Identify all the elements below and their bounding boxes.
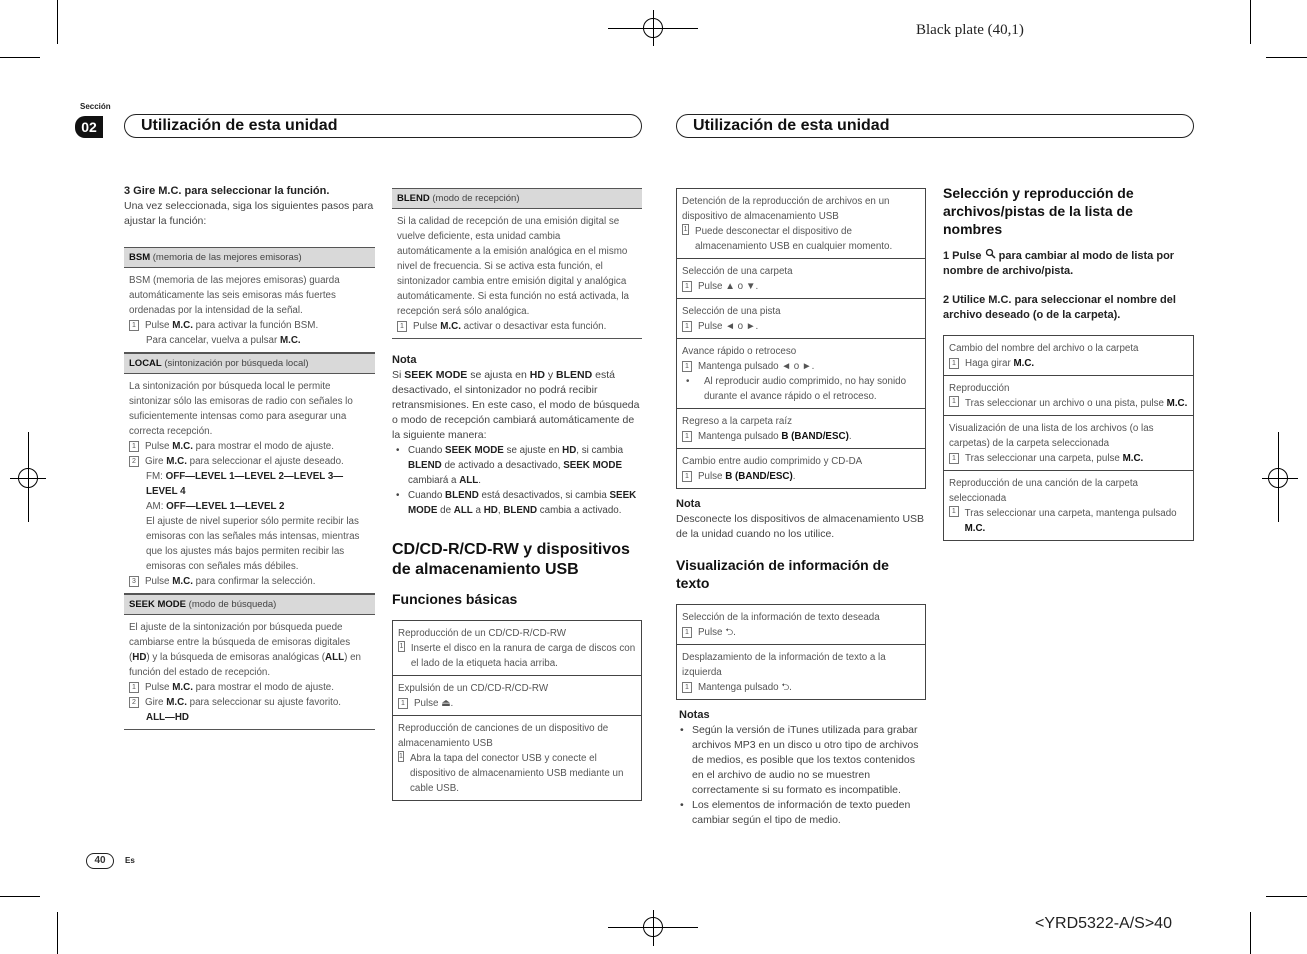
text: Gire bbox=[145, 697, 167, 708]
text: . bbox=[848, 431, 852, 442]
text: SEEK MODE bbox=[445, 445, 504, 456]
table-row bbox=[677, 259, 925, 299]
subsection-heading: Visualización de información de texto bbox=[676, 557, 889, 591]
bsm-heading bbox=[124, 247, 375, 267]
step-number: 1 bbox=[683, 226, 688, 233]
column-4 bbox=[943, 184, 1194, 541]
row-step bbox=[398, 696, 636, 711]
row-step bbox=[682, 625, 920, 640]
registration-mark bbox=[1268, 468, 1288, 488]
bsm-step-1-cancel bbox=[129, 333, 370, 348]
text: de bbox=[437, 505, 454, 516]
row-title: Reproducción bbox=[949, 383, 1010, 394]
text: M.C. bbox=[172, 576, 193, 587]
blend-heading bbox=[392, 188, 642, 208]
crop-mark bbox=[0, 57, 40, 58]
local-text: La sintonización por búsqueda local le permite sintonizar sólo las emisoras de radio con señales lo suficientemente intensas como para asegurar una correcta recepción. bbox=[129, 381, 353, 437]
bsm-heading-bold: BSM bbox=[129, 252, 151, 263]
text: Pulse bbox=[145, 441, 173, 452]
row-title: Expulsión de un CD/CD-R/CD-RW bbox=[398, 683, 549, 694]
text: Tras seleccionar un archivo o una pista, pulse bbox=[965, 398, 1167, 409]
text: M.C. bbox=[166, 456, 187, 467]
text: SEEK MODE bbox=[404, 369, 468, 381]
step-number: 1 bbox=[682, 627, 692, 638]
row-title: Detención de la reproducción de archivos en un dispositivo de almacenamiento USB bbox=[682, 196, 890, 222]
text: B (BAND/ESC) bbox=[725, 471, 793, 482]
text: se ajuste en bbox=[503, 445, 563, 456]
text: SEEK MODE bbox=[563, 460, 622, 471]
subsection-heading: Selección y reproducción de archivos/pistas de la lista de nombres bbox=[943, 185, 1134, 237]
seek-block bbox=[124, 614, 375, 730]
seek-step-2 bbox=[129, 695, 370, 710]
bsm-block bbox=[124, 267, 375, 353]
footer-id: <YRD5322-A/S>40 bbox=[1035, 915, 1172, 932]
text: Pulse ▲ o ▼. bbox=[698, 281, 759, 292]
row-title: Regreso a la carpeta raíz bbox=[682, 416, 792, 427]
text: OFF—LEVEL 1—LEVEL 2 bbox=[166, 501, 285, 512]
table-row bbox=[944, 471, 1193, 540]
text: HD bbox=[483, 505, 498, 516]
text: Mantenga pulsado bbox=[698, 431, 782, 442]
note-bullet-1 bbox=[392, 443, 642, 488]
crop-mark bbox=[1266, 57, 1307, 58]
row-step bbox=[682, 279, 920, 294]
text: Al reproducir audio comprimido, no hay sonido durante el avance rápido o el retroceso. bbox=[704, 376, 907, 402]
row-step bbox=[949, 396, 1188, 411]
step-number: 1 bbox=[682, 682, 692, 693]
text: Mantenga pulsado ⮌. bbox=[698, 682, 792, 693]
text: M.C. bbox=[172, 441, 193, 452]
text: para seleccionar el ajuste deseado. bbox=[186, 456, 344, 467]
step-number: 1 bbox=[398, 698, 408, 709]
text: Tras seleccionar una carpeta, pulse bbox=[965, 453, 1123, 464]
text: OFF—LEVEL 1—LEVEL 2—LEVEL 3—LEVEL 4 bbox=[146, 471, 344, 497]
text-info-table bbox=[676, 604, 926, 700]
local-block bbox=[124, 373, 375, 594]
table-row bbox=[944, 416, 1193, 471]
text: Cuando bbox=[408, 445, 446, 456]
local-step-1 bbox=[129, 439, 370, 454]
crop-mark bbox=[57, 912, 58, 954]
text: ALL bbox=[459, 475, 479, 486]
local-step-3 bbox=[129, 574, 370, 589]
page-number: 40 bbox=[86, 853, 114, 869]
file-list-table bbox=[943, 335, 1194, 541]
text: B (BAND/ESC) bbox=[781, 431, 849, 442]
text: Si bbox=[392, 369, 405, 381]
text: para cambiar al modo de lista por nombre de archivo/pista. bbox=[943, 249, 1175, 277]
note-bullet-1: • Según la versión de iTunes utilizada para grabar archivos MP3 en un disco u otro tipo de archivos de medios, es posible que los textos contenidos en el archivo de audio no se muestren correctamente si su formato es incompatible. bbox=[676, 723, 926, 798]
note-bullet-2: • Los elementos de información de texto pueden cambiar según el tipo de medio. bbox=[676, 798, 926, 828]
row-step bbox=[949, 506, 1188, 536]
blend-step-1 bbox=[397, 319, 637, 334]
row-title: Avance rápido o retroceso bbox=[682, 346, 797, 357]
crop-mark bbox=[1250, 912, 1251, 954]
row-step bbox=[682, 224, 920, 254]
text: Puede desconectar el dispositivo de almacenamiento USB en cualquier momento. bbox=[695, 226, 893, 252]
text: M.C. bbox=[172, 320, 193, 331]
row-title: Selección de una pista bbox=[682, 306, 781, 317]
language-code: Es bbox=[125, 856, 135, 865]
step-2: 2 Utilice M.C. para seleccionar el nombre del archivo deseado (o de la carpeta). bbox=[943, 294, 1176, 321]
blend-heading-bold: BLEND bbox=[397, 193, 430, 204]
text: M.C. bbox=[1013, 358, 1035, 369]
text: El ajuste de la sintonización por búsqueda puede cambiarse entre la búsqueda de emisoras digitales ( bbox=[129, 622, 351, 663]
search-icon bbox=[985, 248, 996, 264]
table-row bbox=[393, 621, 641, 676]
subsection-heading: Funciones básicas bbox=[392, 591, 518, 607]
table-row bbox=[677, 605, 925, 645]
text: ALL bbox=[453, 505, 473, 516]
table-row bbox=[677, 299, 925, 339]
row-step bbox=[949, 451, 1188, 466]
text: HD bbox=[562, 445, 577, 456]
section-label: Sección bbox=[80, 102, 111, 111]
text: M.C. bbox=[279, 335, 301, 346]
registration-mark bbox=[643, 18, 663, 38]
column-1 bbox=[124, 184, 375, 730]
blend-block bbox=[392, 208, 642, 339]
table-row bbox=[677, 339, 925, 409]
text: ) en función del estado de recepción. bbox=[129, 652, 361, 678]
table-row bbox=[677, 645, 925, 699]
table-row bbox=[677, 189, 925, 259]
step-text: Una vez seleccionada, siga los siguientes pasos para ajustar la función: bbox=[124, 200, 374, 227]
step-number: 1 bbox=[682, 321, 692, 332]
step-title: 3 Gire M.C. para seleccionar la función. bbox=[124, 185, 330, 197]
text: Pulse ⮌. bbox=[698, 627, 736, 638]
text: Pulse bbox=[145, 682, 173, 693]
seek-heading bbox=[124, 594, 375, 614]
text: . bbox=[478, 475, 481, 486]
text: BLEND bbox=[556, 369, 593, 381]
row-step bbox=[682, 429, 920, 444]
text: de activado a desactivado, bbox=[441, 460, 564, 471]
fm-levels bbox=[129, 469, 370, 499]
step-number: 1 bbox=[399, 753, 403, 760]
text: Abra la tapa del conector USB y conecte el dispositivo de almacenamiento USB mediante un cable USB. bbox=[409, 753, 624, 794]
bsm-step-1 bbox=[129, 318, 370, 333]
text: BLEND bbox=[503, 505, 538, 516]
row-step bbox=[398, 751, 636, 796]
blend-heading-rest: (modo de recepción) bbox=[429, 193, 520, 204]
row-title: Visualización de una lista de los archivos (o las carpetas) de la carpeta seleccionada bbox=[949, 423, 1154, 449]
text: Pulse bbox=[145, 576, 173, 587]
step-number: 1 bbox=[397, 321, 407, 332]
step-number: 1 bbox=[129, 320, 139, 331]
text: Haga girar bbox=[965, 358, 1014, 369]
row-title: Cambio entre audio comprimido y CD-DA bbox=[682, 456, 863, 467]
table-row bbox=[677, 409, 925, 449]
section-heading: CD/CD-R/CD-RW y dispositivos de almacenamiento USB bbox=[392, 541, 630, 578]
step-number: 2 bbox=[129, 697, 139, 708]
table-row bbox=[393, 716, 641, 800]
text: a bbox=[472, 505, 484, 516]
text: . bbox=[792, 471, 796, 482]
row-step bbox=[682, 319, 920, 334]
text: para mostrar el modo de ajuste. bbox=[192, 682, 334, 693]
local-heading-rest: (sintonización por búsqueda local) bbox=[161, 358, 309, 369]
text: Gire bbox=[145, 456, 167, 467]
page-header-right: Utilización de esta unidad bbox=[676, 114, 1194, 138]
seek-heading-rest: (modo de búsqueda) bbox=[186, 599, 277, 610]
table-row bbox=[393, 676, 641, 716]
row-title: Cambio del nombre del archivo o la carpeta bbox=[949, 343, 1139, 354]
text: BLEND bbox=[408, 460, 442, 471]
text: activar o desactivar esta función. bbox=[460, 321, 607, 332]
row-title: Reproducción de un CD/CD-R/CD-RW bbox=[398, 628, 567, 639]
crop-mark bbox=[1250, 0, 1251, 44]
text: ALL—HD bbox=[146, 712, 189, 723]
step-number: 1 bbox=[949, 396, 959, 407]
step-number: 1 bbox=[949, 453, 959, 464]
step-number: 1 bbox=[399, 643, 404, 650]
text: Tras seleccionar una carpeta, mantenga pulsado bbox=[964, 508, 1177, 519]
text: Mantenga pulsado ◄ o ►. bbox=[698, 361, 815, 372]
step-number: 3 bbox=[129, 576, 139, 587]
step-number: 1 bbox=[682, 431, 692, 442]
text: ALL bbox=[325, 652, 345, 663]
text: Para cancelar, vuelva a pulsar bbox=[146, 335, 280, 346]
text: M.C. bbox=[1166, 398, 1188, 409]
crop-mark bbox=[1266, 896, 1307, 897]
step-number: 1 bbox=[129, 682, 139, 693]
row-title: Selección de una carpeta bbox=[682, 266, 793, 277]
text: está desactivado, el sintonizador no podrá recibir retransmisiones. En este caso, el modo de búsqueda o modo de recepción cambiará automáticamente de la siguiente manera: bbox=[392, 369, 640, 441]
plate-label: Black plate (40,1) bbox=[916, 22, 1024, 38]
row-title: Reproducción de canciones de un dispositivo de almacenamiento USB bbox=[398, 723, 609, 749]
text: M.C. bbox=[964, 523, 986, 534]
step-number: 1 bbox=[682, 281, 692, 292]
column-2 bbox=[392, 188, 642, 801]
local-heading bbox=[124, 353, 375, 373]
blend-text: Si la calidad de recepción de una emisión digital se vuelve deficiente, esta unidad cambia automáticamente a la emisión analógica en el mismo nivel de frecuencia. Si se activa esta función, el sintonizador cambia entre emisión digital y analógica automáticamente. Si esta función no está activada, la recepción será sólo analógica. bbox=[397, 216, 629, 317]
note-title: Nota bbox=[676, 498, 701, 510]
seek-text bbox=[129, 620, 370, 680]
page-header-left: Utilización de esta unidad bbox=[124, 114, 642, 138]
note-title: Nota bbox=[392, 354, 417, 366]
step-number: 1 bbox=[682, 471, 692, 482]
text: Pulse bbox=[413, 321, 441, 332]
text: M.C. bbox=[166, 697, 187, 708]
crop-mark bbox=[57, 0, 58, 44]
row-step bbox=[682, 680, 920, 695]
text: AM: bbox=[146, 501, 167, 512]
table-row bbox=[944, 376, 1193, 416]
text: BLEND bbox=[445, 490, 479, 501]
section-number: 02 bbox=[75, 116, 103, 138]
note-text: Desconecte los dispositivos de almacenamiento USB de la unidad cuando no los utilice. bbox=[676, 513, 925, 540]
text: M.C. bbox=[440, 321, 461, 332]
text: Pulse ◄ o ►. bbox=[698, 321, 759, 332]
step-number: 1 bbox=[949, 358, 959, 369]
row-step bbox=[682, 359, 920, 374]
step-number: 1 bbox=[682, 361, 692, 372]
seek-values bbox=[129, 710, 370, 725]
local-step-2-note: El ajuste de nivel superior sólo permite recibir las emisoras con las señales más intensas, mientras que los ajustes más bajos permiten recibir las emisoras con señales más débiles. bbox=[146, 516, 360, 572]
row-title: Selección de la información de texto deseada bbox=[682, 612, 880, 623]
text: y bbox=[544, 369, 557, 381]
text: cambia a activado. bbox=[537, 505, 622, 516]
text: para seleccionar su ajuste favorito. bbox=[186, 697, 342, 708]
text: Pulse bbox=[145, 320, 173, 331]
text: está desactivados, si cambia bbox=[478, 490, 610, 501]
column-3 bbox=[676, 188, 926, 828]
text: Pulse ⏏. bbox=[414, 698, 454, 709]
step-1 bbox=[943, 248, 1194, 279]
bsm-text: BSM (memoria de las mejores emisoras) guarda automáticamente las seis emisoras más fuertes ordenadas por la intensidad de la señal. bbox=[129, 275, 340, 316]
registration-mark bbox=[18, 468, 38, 488]
row-title: Desplazamiento de la información de texto a la izquierda bbox=[682, 652, 886, 678]
seek-heading-bold: SEEK MODE bbox=[129, 599, 187, 610]
table-row bbox=[944, 336, 1193, 376]
text: se ajusta en bbox=[467, 369, 530, 381]
bsm-heading-rest: (memoria de las mejores emisoras) bbox=[150, 252, 302, 263]
text: 1 Pulse bbox=[943, 249, 985, 262]
crop-mark bbox=[0, 896, 40, 897]
text: HD bbox=[529, 369, 545, 381]
usb-table bbox=[676, 188, 926, 489]
text: Pulse bbox=[698, 471, 726, 482]
row-title: Reproducción de una canción de la carpeta seleccionada bbox=[949, 478, 1138, 504]
text: cambiará a bbox=[408, 475, 460, 486]
step-number: 1 bbox=[129, 441, 139, 452]
note-bullet-2 bbox=[392, 488, 642, 518]
text: ) y la búsqueda de emisoras analógicas ( bbox=[146, 652, 326, 663]
text: , bbox=[497, 505, 504, 516]
step-number: 1 bbox=[949, 506, 959, 517]
text: HD bbox=[132, 652, 147, 663]
text: FM: bbox=[146, 471, 166, 482]
text: para activar la función BSM. bbox=[192, 320, 319, 331]
table-row bbox=[677, 449, 925, 488]
text: para mostrar el modo de ajuste. bbox=[192, 441, 334, 452]
row-step bbox=[682, 469, 920, 484]
text: M.C. bbox=[172, 682, 193, 693]
row-step bbox=[949, 356, 1188, 371]
notes-title: Notas bbox=[679, 709, 710, 721]
text: Inserte el disco en la ranura de carga de discos con el lado de la etiqueta hacia arriba. bbox=[410, 643, 636, 669]
text: , si cambia bbox=[576, 445, 624, 456]
registration-mark bbox=[643, 917, 663, 937]
local-step-2 bbox=[129, 454, 370, 469]
note-text bbox=[392, 368, 642, 443]
am-levels bbox=[129, 499, 370, 514]
row-bullet bbox=[682, 374, 920, 404]
local-heading-bold: LOCAL bbox=[129, 358, 162, 369]
seek-step-1 bbox=[129, 680, 370, 695]
step-number: 2 bbox=[129, 456, 139, 467]
row-step bbox=[398, 641, 636, 671]
text: M.C. bbox=[1122, 453, 1144, 464]
text: SEEK MODE bbox=[408, 490, 637, 516]
text: para confirmar la selección. bbox=[192, 576, 316, 587]
functions-table bbox=[392, 620, 642, 801]
text: Cuando bbox=[408, 490, 446, 501]
